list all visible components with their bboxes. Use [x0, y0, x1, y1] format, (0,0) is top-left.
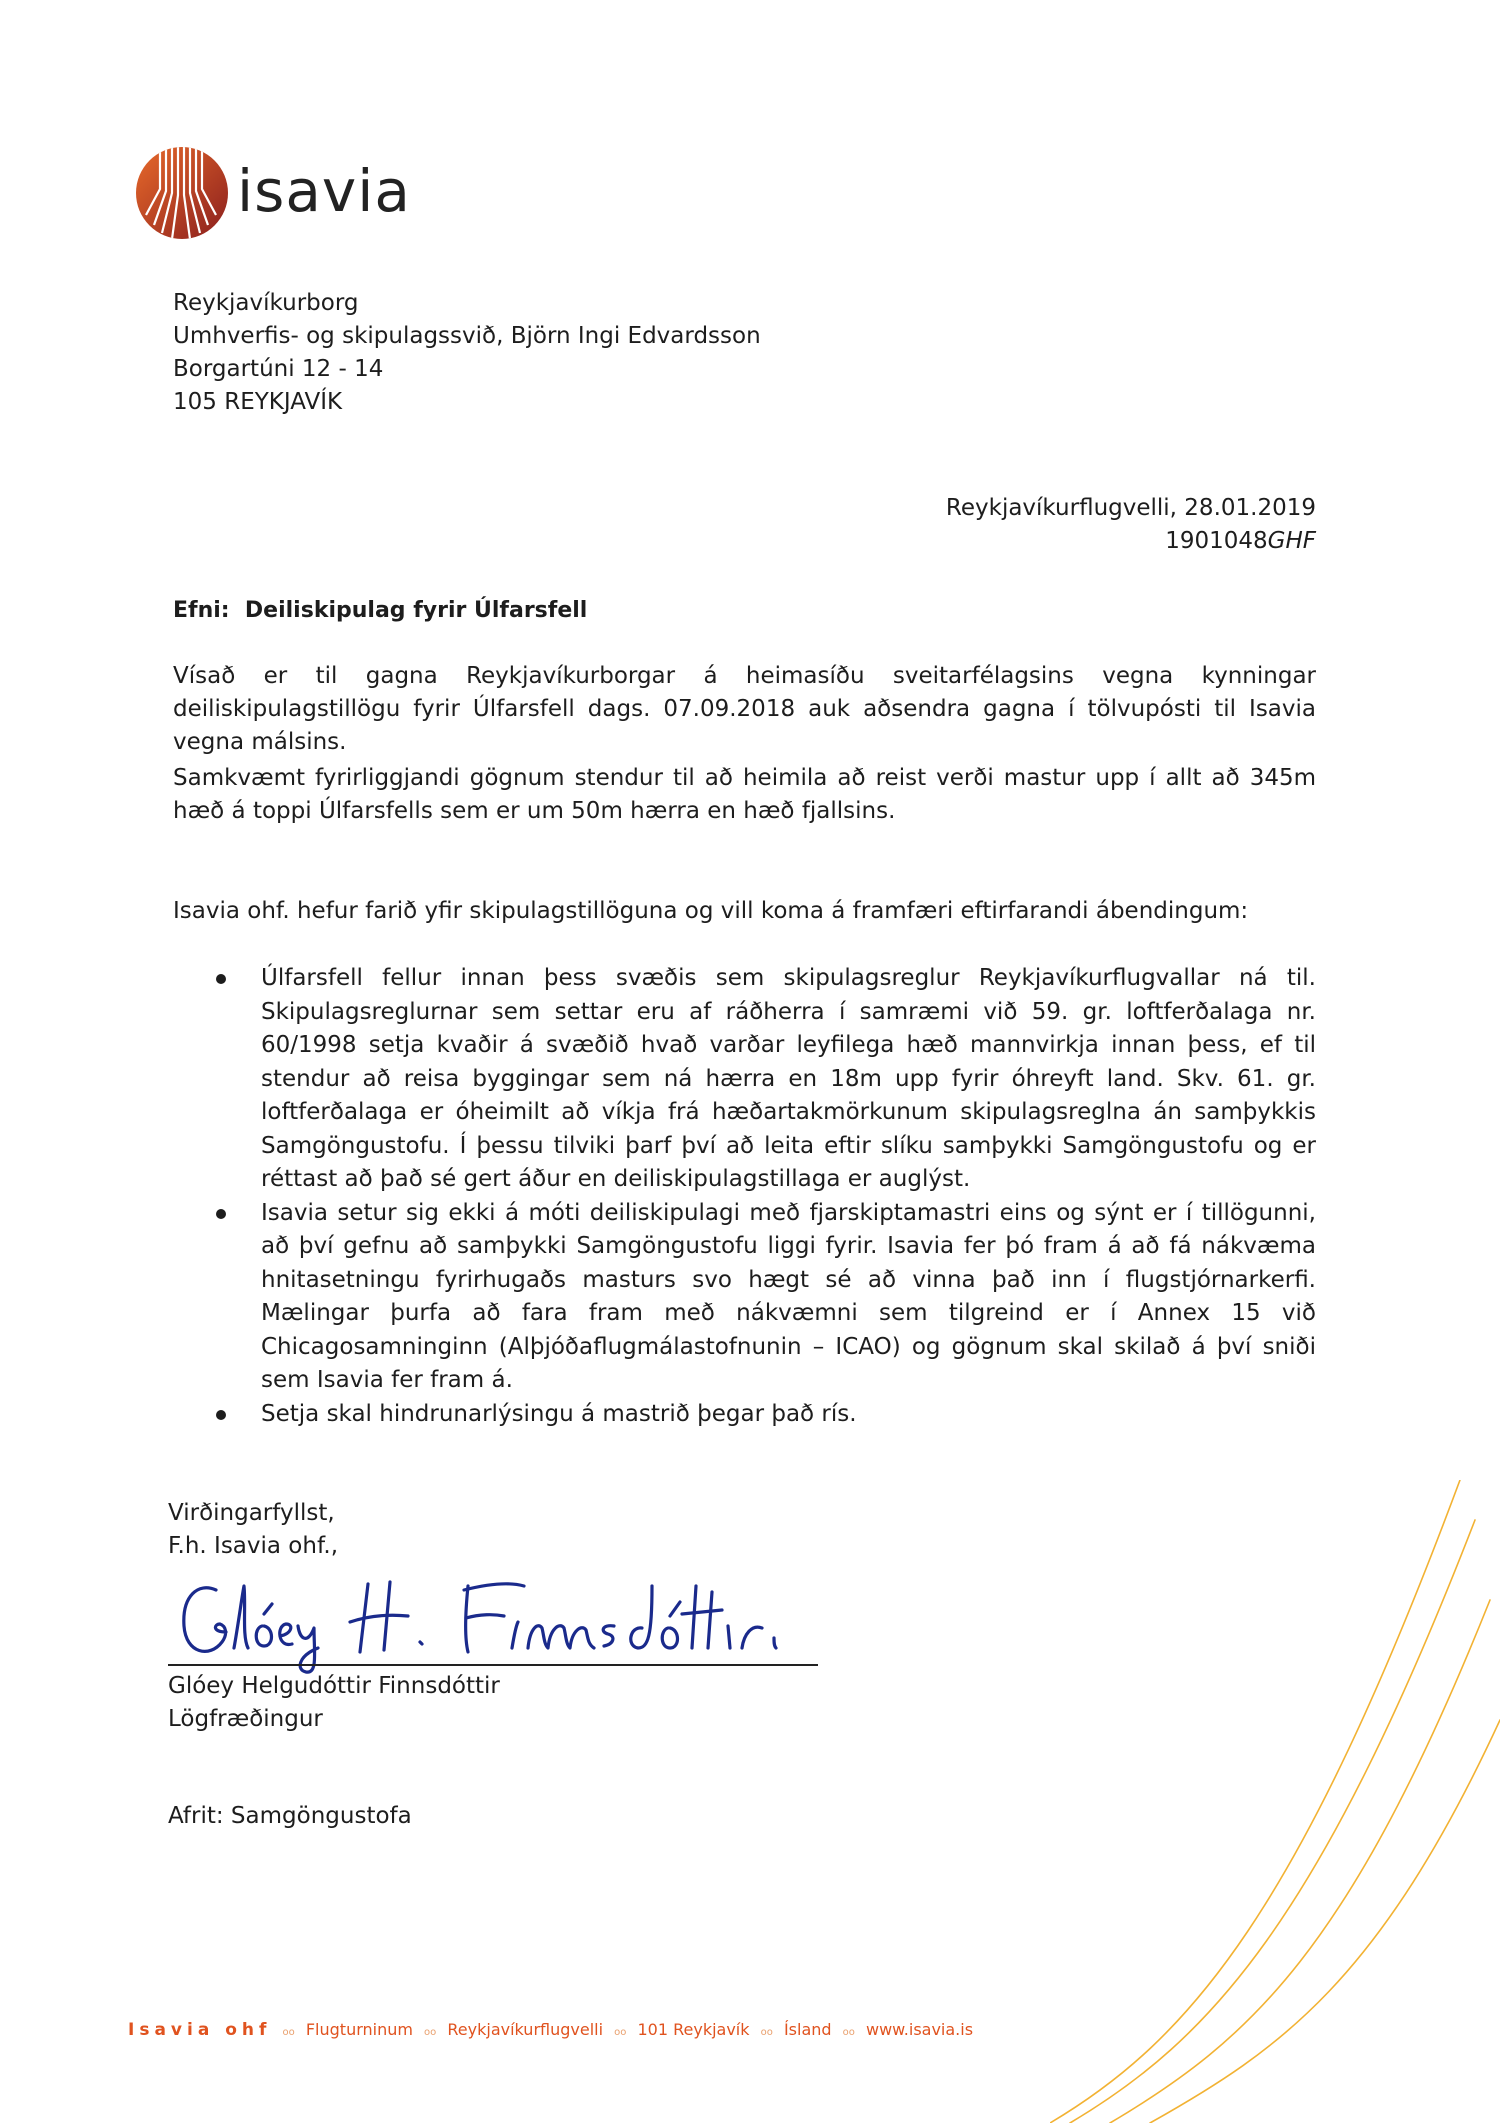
footer-separator: oo [614, 2027, 627, 2038]
footer-separator: oo [760, 2027, 773, 2038]
footer-separator: oo [282, 2027, 295, 2038]
bullet-item [173, 962, 1316, 1197]
recipient-line: Reykjavíkurborg [173, 290, 359, 316]
bullet-dot-icon [216, 1410, 226, 1420]
signer-block [168, 1670, 500, 1736]
recipient-address [173, 287, 761, 419]
bullet-dot-icon [216, 1209, 226, 1219]
footer-item: 101 Reykjavík [637, 2020, 750, 2039]
bullet-dot-icon [216, 974, 226, 984]
bullet-item [173, 1197, 1316, 1398]
signature-line [168, 1664, 818, 1666]
footer-website-link[interactable]: www.isavia.is [866, 2020, 974, 2039]
signer-title: Lögfræðingur [168, 1706, 323, 1732]
bullet-text: Isavia setur sig ekki á móti deiliskipulagi með fjarskiptamastri eins og sýnt er í tillögunni, að því gefnu að samþykki Samgöngustofu liggi fyrir. Isavia fer þó fram á að fá nákvæma hnitasetningu fyrirhugaðs masturs svo hægt sé að vinna það inn í flugstjórnarkerfi. Mælingar þurfa að fara fram með nákvæmni sem tilgreind er í Annex 15 við Chicagosamninginn (Alþjóðaflugmálastofnunin – ICAO) og gögnum skal skilað á því sniði sem Isavia fer fram á. [261, 1199, 1316, 1393]
recipient-line: Borgartúni 12 - 14 [173, 356, 384, 382]
letter-footer [128, 2020, 973, 2040]
body-paragraph-1: Vísað er til gagna Reykjavíkurborgar á heimasíðu sveitarfélagsins vegna kynningar deiliskipulagstillögu fyrir Úlfarsfell dags. 07.09.2018 auk aðsendra gagna í tölvupósti til Isavia vegna málsins. [173, 663, 1316, 755]
handwritten-signature [168, 1556, 868, 1676]
footer-brand: Isavia ohf [128, 2020, 272, 2040]
footer-item: Ísland [783, 2020, 832, 2039]
reference-number-initials: GHF [1267, 528, 1316, 554]
isavia-logo [132, 143, 432, 243]
reference-number-digits: 1901048 [1165, 528, 1268, 554]
copy-to: Afrit: Samgöngustofa [168, 1803, 412, 1829]
closing-salutation: Virðingarfyllst, [168, 1500, 335, 1526]
subject-line: Efni: Deiliskipulag fyrir Úlfarsfell [173, 598, 588, 623]
recipient-line: Umhverfis- og skipulagssvið, Björn Ingi Edvardsson [173, 323, 761, 349]
place-date: Reykjavíkurflugvelli, 28.01.2019 [945, 495, 1316, 521]
recipient-line: 105 REYKJAVÍK [173, 389, 343, 415]
bullet-list [173, 962, 1316, 1431]
bullet-item [173, 1398, 1316, 1432]
closing-on-behalf: F.h. Isavia ohf., [168, 1533, 339, 1559]
footer-separator: oo [842, 2027, 855, 2038]
decorative-swoosh-icon [1050, 1480, 1500, 2123]
body-paragraph-3: Isavia ohf. hefur farið yfir skipulagstillöguna og vill koma á framfæri eftirfarandi ábendingum: [173, 898, 1249, 924]
isavia-logo-mark-icon [132, 143, 232, 243]
bullet-text: Setja skal hindrunarlýsingu á mastrið þegar það rís. [261, 1400, 857, 1427]
bullet-text: Úlfarsfell fellur innan þess svæðis sem skipulagsreglur Reykjavíkurflugvallar ná til. Skipulagsreglurnar sem settar eru af ráðherra í samræmi við 59. gr. loftferðalaga nr. 60/1998 setja kvaðir á svæðið hvað varðar leyfilega hæð mannvirkja innan þess, ef til stendur að reisa byggingar sem ná hærra en 18m upp fyrir óhreyft land. Skv. 61. gr. loftferðalaga er óheimilt að víkja frá hæðartakmörkunum skipulagsreglna án samþykkis Samgöngustofu. Í þessu tilviki þarf því að leita eftir slíku samþykki Samgöngustofu og er réttast að það sé gert áður en deiliskipulagstillaga er auglýst. [261, 965, 1316, 1192]
closing [168, 1497, 338, 1563]
reference-number [946, 525, 1316, 558]
footer-item: Flugturninum [305, 2020, 413, 2039]
dateline [946, 492, 1316, 558]
body-paragraph-2: Samkvæmt fyrirliggjandi gögnum stendur til að heimila að reist verði mastur upp í allt að 345m hæð á toppi Úlfarsfells sem er um 50m hærra en hæð fjallsins. [173, 765, 1316, 824]
signer-name: Glóey Helgudóttir Finnsdóttir [168, 1673, 500, 1699]
isavia-logo-text: isavia [237, 157, 411, 225]
footer-item: Reykjavíkurflugvelli [447, 2020, 604, 2039]
footer-separator: oo [424, 2027, 437, 2038]
